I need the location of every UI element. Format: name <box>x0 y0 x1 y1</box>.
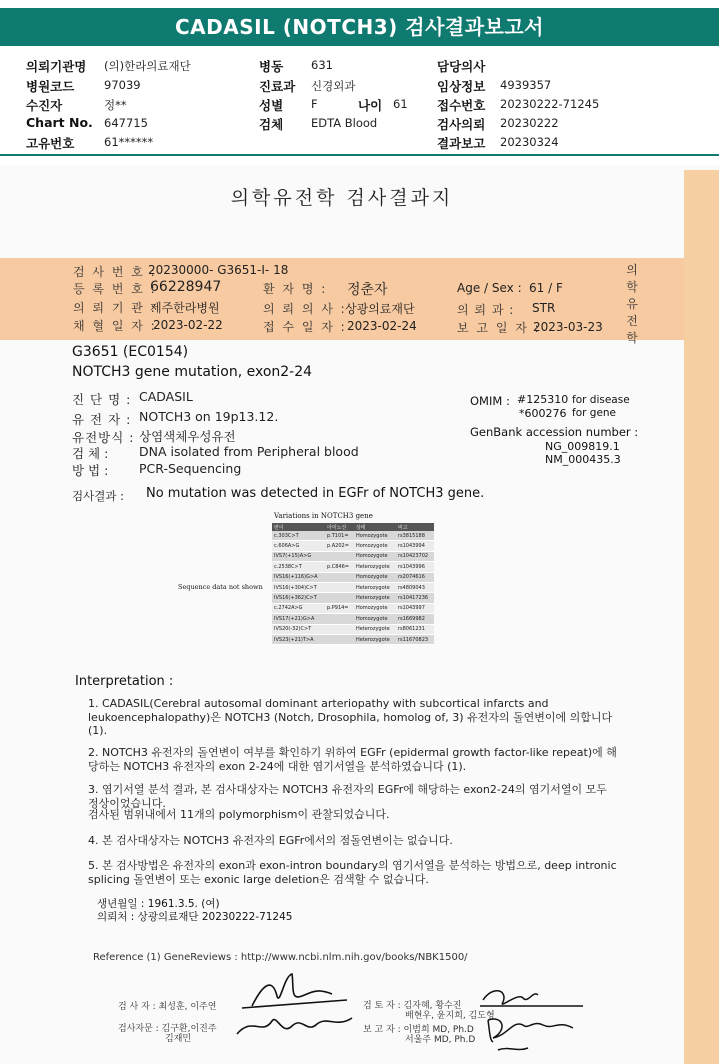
genbank-acc2: NM_000435.3 <box>545 453 621 466</box>
hospital-name-value: (의)한라의료재단 <box>104 59 191 73</box>
report-date2-label: 보 고 일 자 : <box>457 321 541 335</box>
cell-status: Heterozygote <box>354 582 396 592</box>
cell-status: Homozygote <box>354 531 396 541</box>
cell-amino-acid <box>325 624 354 634</box>
result-label: 검사결과 : <box>72 489 124 503</box>
collect-date-value: 2023-02-22 <box>153 318 223 332</box>
specimen-value: EDTA Blood <box>311 116 378 130</box>
col-status: 상태 <box>354 523 396 531</box>
interp-para-3: 3. 염기서열 분석 결과, 본 검사대상자는 NOTCH3 유전자의 EGFr에 해당하는 exon2-24의 염기서열이 모두 정상이었습니다. <box>88 783 607 810</box>
report-title: CADASIL (NOTCH3) 검사결과보고서 <box>0 8 719 46</box>
cell-variant: c.606A>G <box>272 541 325 551</box>
variations-title: Variations in NOTCH3 gene <box>274 512 373 520</box>
cell-note: rs10423702 <box>396 551 434 561</box>
receive-date-label: 접 수 일 자 : <box>263 320 347 334</box>
sex-label: 성별 <box>259 98 284 113</box>
advisor: 검사자문 : 김구환,이진주 <box>118 1024 217 1034</box>
inheritance-label: 유전방식 : <box>72 430 135 445</box>
age-label: 나이 <box>358 98 383 113</box>
cell-variant: IVS7(+15)A>G <box>272 551 325 561</box>
omim-disease-desc: for disease <box>572 394 630 406</box>
interp-para-3b: 검사된 범위내에서 11개의 polymorphism이 관찰되었습니다. <box>88 808 390 821</box>
cell-amino-acid <box>325 634 354 644</box>
sex-value: F <box>311 97 318 111</box>
genbank-acc1: NG_009819.1 <box>545 440 620 453</box>
reviewer-2: 배현우, 윤지희, 김도형 <box>405 1011 495 1021</box>
request-date-value: 20230222 <box>500 116 559 130</box>
cell-amino-acid: p.C846= <box>325 562 354 572</box>
sample-label: 검 체 : <box>72 446 109 461</box>
patient-name-value: 정춘자 <box>347 282 388 298</box>
cell-note: rs11670823 <box>396 634 434 644</box>
collect-date-label: 채 혈 일 자 : <box>73 319 157 333</box>
reporter-2: 서울주 MD, Ph.D <box>405 1035 476 1045</box>
signature-examiner <box>232 966 362 1046</box>
method-value: PCR-Sequencing <box>139 461 242 476</box>
cell-variant: IVS16(+362)C>T <box>272 593 325 603</box>
cell-status: Heterozygote <box>354 634 396 644</box>
report-date-label: 결과보고 <box>437 136 486 151</box>
table-header-row <box>272 523 434 531</box>
cell-amino-acid <box>325 572 354 582</box>
col-note: 비고 <box>396 523 434 531</box>
cell-note: rs1669982 <box>396 614 434 624</box>
cell-variant: IVS20(-32)C>T <box>272 624 325 634</box>
referrer: 의뢰처 : 상광의료재단 20230222-71245 <box>97 911 293 923</box>
patient-value: 정** <box>104 98 127 112</box>
cell-status: Heterozygote <box>354 562 396 572</box>
dept-req-label: 의 뢰 과 : <box>457 303 515 317</box>
cell-note: rs4809043 <box>396 582 434 592</box>
exam-no-value: 20230000- G3651-I- 18 <box>148 263 289 277</box>
document-title: 의학유전학 검사결과지 <box>230 187 454 209</box>
diagnosis-label: 진 단 명 : <box>72 392 132 407</box>
cell-note: rs8061231 <box>396 624 434 634</box>
cell-amino-acid: p.A202= <box>325 541 354 551</box>
clinical-info-value: 4939357 <box>500 78 552 92</box>
header-divider <box>0 154 719 156</box>
table-row <box>272 614 434 624</box>
table-row <box>272 634 434 644</box>
reviewer: 검 토 자 : 김자혜, 황수진 <box>363 1001 462 1011</box>
doctor-req-value: 상광의료재단 <box>345 302 415 316</box>
dept-req-value: STR <box>532 301 556 315</box>
reg-no-label: 등 록 번 호 : <box>73 282 157 296</box>
table-row <box>272 582 434 592</box>
variations-table <box>272 523 434 645</box>
method-label: 방 법 : <box>72 463 109 478</box>
interpretation-title: Interpretation : <box>75 674 174 689</box>
cell-status: Homozygote <box>354 614 396 624</box>
col-amino-acid: 아미노산 <box>325 523 354 531</box>
table-row <box>272 593 434 603</box>
interp-para-2: 2. NOTCH3 유전자의 돌연변이 여부를 확인하기 위하여 EGFr (epidermal growth factor-like repeat)에 해당하는 NOTCH3 유전자의 exon 2-24에 대한 염기서열을 분석하였습니다 (1). <box>88 746 617 773</box>
hospital-req-label: 의 뢰 기 관 : <box>73 301 157 315</box>
department-value: 신경외과 <box>311 79 356 93</box>
age-sex-label: Age / Sex : <box>457 281 522 295</box>
cell-status: Homozygote <box>354 603 396 613</box>
variations-body <box>272 531 434 645</box>
hospital-req-value: 제주한라병원 <box>150 301 220 315</box>
inheritance-value: 상염색체우성유전 <box>139 429 236 444</box>
interp-para-1: 1. CADASIL(Cerebral autosomal dominant arteriopathy with subcortical infarcts and leukoencephalopathy)은 NOTCH3 (Notch, Drosophila, homolog of, 3) 유전자의 돌연변이에 의합니다 (1). <box>88 697 613 737</box>
age-sex-value: 61 / F <box>529 281 563 295</box>
birth-date: 생년월일 : 1961.3.5. (여) <box>97 898 220 910</box>
cell-note: rs10417236 <box>396 593 434 603</box>
omim-gene-id: *600276 <box>519 407 567 420</box>
cell-note: rs3815188 <box>396 531 434 541</box>
cell-variant: c.2742A>G <box>272 603 325 613</box>
test-code: G3651 (EC0154) <box>72 344 189 360</box>
chart-no-label: Chart No. <box>26 115 93 130</box>
clinical-info-label: 임상정보 <box>437 79 486 94</box>
cell-variant: IVS16(+304)C>T <box>272 582 325 592</box>
cell-variant: c.2538C>T <box>272 562 325 572</box>
col-variant: 변이 <box>272 523 325 531</box>
cell-status: Heterozygote <box>354 624 396 634</box>
unique-id-label: 고유번호 <box>26 136 75 151</box>
advisor-2: 김재민 <box>165 1034 192 1044</box>
side-band <box>684 170 719 1064</box>
physician-label: 담당의사 <box>437 59 486 74</box>
cell-status: Homozygote <box>354 541 396 551</box>
cell-variant: IVS17(+21)G>A <box>272 614 325 624</box>
hospital-code-value: 97039 <box>104 78 141 92</box>
diagnosis-value: CADASIL <box>139 389 193 404</box>
omim-gene-desc: for gene <box>572 407 617 419</box>
patient-name-label: 환 자 명 : <box>263 282 328 296</box>
cell-status: Homozygote <box>354 572 396 582</box>
table-row <box>272 562 434 572</box>
age-value: 61 <box>393 97 408 111</box>
genbank-label: GenBank accession number : <box>470 425 639 439</box>
side-vertical-label: 의학유전학 <box>626 263 638 345</box>
gene-value: NOTCH3 on 19p13.12. <box>139 409 279 424</box>
ward-value: 631 <box>311 58 333 72</box>
cell-amino-acid: p.P914= <box>325 603 354 613</box>
unique-id-value: 61****** <box>104 135 154 149</box>
cell-status: Homozygote <box>354 551 396 561</box>
cell-variant: IVS16(+116)G>A <box>272 572 325 582</box>
cell-amino-acid <box>325 614 354 624</box>
cell-variant: IVS23(+21)T>A <box>272 634 325 644</box>
table-row <box>272 541 434 551</box>
signature-reviewer <box>478 980 588 1060</box>
table-row <box>272 624 434 634</box>
result-text: No mutation was detected in EGFr of NOTCH3 gene. <box>146 486 485 501</box>
table-row <box>272 551 434 561</box>
cell-note: rs1043994 <box>396 541 434 551</box>
omim-label: OMIM : <box>470 394 510 408</box>
omim-disease-id: #125310 <box>517 393 569 406</box>
reg-no-value: 66228947 <box>150 279 222 295</box>
interp-para-5: 5. 본 검사방법은 유전자의 exon과 exon-intron boundary의 염기서열을 분석하는 방법으로, deep intronic splicing 돌연변이 또는 exonic large deletion은 검색할 수 없습니다. <box>88 859 617 886</box>
gene-label: 유 전 자 : <box>72 412 132 427</box>
table-row <box>272 603 434 613</box>
reporter: 보 고 자 : 이범희 MD, Ph.D <box>363 1025 474 1035</box>
cell-note: rs1043997 <box>396 603 434 613</box>
report-date2-value: 2023-03-23 <box>533 320 603 334</box>
receive-date-value: 2023-02-24 <box>347 319 417 333</box>
cell-note: rs1043996 <box>396 562 434 572</box>
cell-amino-acid <box>325 582 354 592</box>
cell-note: rs2074616 <box>396 572 434 582</box>
hospital-code-label: 병원코드 <box>26 79 75 94</box>
request-date-label: 검사의뢰 <box>437 117 486 132</box>
sequence-note: Sequence data not shown <box>178 583 263 591</box>
cell-amino-acid <box>325 593 354 603</box>
chart-no-value: 647715 <box>104 116 148 130</box>
patient-label: 수진자 <box>26 98 63 113</box>
examiner: 검 사 자 : 최성훈, 이주연 <box>118 1002 217 1012</box>
receipt-no-value: 20230222-71245 <box>500 97 600 111</box>
test-name: NOTCH3 gene mutation, exon2-24 <box>72 364 313 380</box>
cell-variant: c.303C>T <box>272 531 325 541</box>
cell-status: Heterozygote <box>354 593 396 603</box>
doctor-req-label: 의 뢰 의 사 : <box>263 302 347 316</box>
interp-para-4: 4. 본 검사대상자는 NOTCH3 유전자의 EGFr에서의 점돌연변이는 없습니다. <box>88 834 453 847</box>
exam-no-label: 검 사 번 호 : <box>73 265 157 279</box>
report-date-value: 20230324 <box>500 135 559 149</box>
cell-amino-acid <box>325 551 354 561</box>
hospital-name-label: 의뢰기관명 <box>26 59 87 74</box>
reference: Reference (1) GeneReviews : http://www.ncbi.nlm.nih.gov/books/NBK1500/ <box>93 952 468 963</box>
table-row <box>272 572 434 582</box>
cell-amino-acid: p.T101= <box>325 531 354 541</box>
sample-value: DNA isolated from Peripheral blood <box>139 444 359 459</box>
ward-label: 병동 <box>259 59 284 74</box>
table-row <box>272 531 434 541</box>
specimen-label: 검체 <box>259 117 284 132</box>
receipt-no-label: 접수번호 <box>437 98 486 113</box>
department-label: 진료과 <box>259 79 296 94</box>
